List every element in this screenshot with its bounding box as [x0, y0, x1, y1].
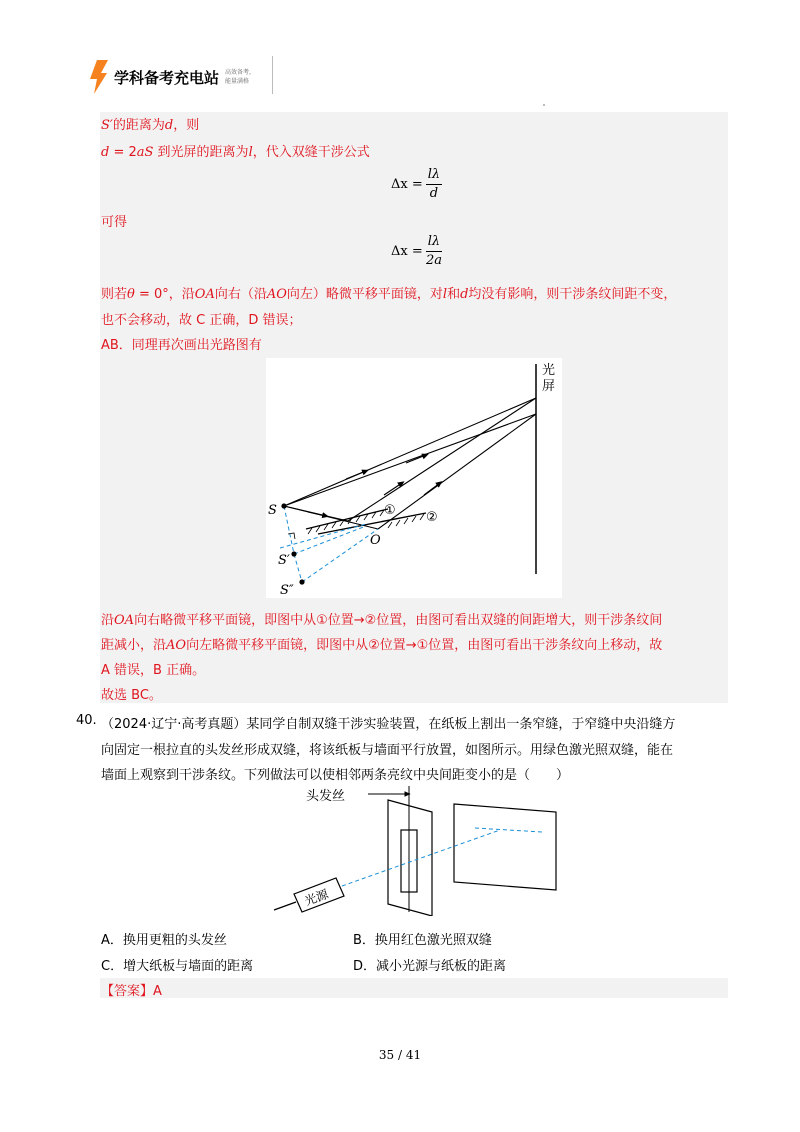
brand-title: 学科备考充电站	[114, 68, 220, 87]
point-S-double-prime	[299, 579, 304, 584]
double-slit-setup-diagram	[270, 784, 570, 916]
label-S-prime: S′	[278, 553, 290, 568]
option-b: B．换用红色激光照双缝	[353, 933, 492, 948]
solution-line-2: d = 2aS 到光屏的距离为l，代入双缝干涉公式	[101, 145, 370, 160]
solution-line-4: 则若θ = 0°，沿OA向右（沿AO向左）略微平移平面镜，对l和d均没有影响，则干涉条纹间距不变，	[101, 287, 677, 302]
question-line-3: 墙面上观察到干涉条纹。下列做法可以使相邻两条亮纹中央间距变小的是（ ）	[101, 768, 570, 783]
label-S-double-prime: S″	[280, 583, 294, 598]
light-source-label: 光源	[302, 886, 331, 909]
question-line-2: 向固定一根拉直的头发丝形成双缝，将该纸板与墙面平行放置，如图所示。用绿色激光照双缝，能在	[101, 743, 674, 758]
solution-line-8: 距减小，沿AO向左略微平移平面镜，即图中从②位置→①位置，由图可看出干涉条纹向上移动，故	[101, 638, 663, 653]
header-divider	[272, 56, 273, 94]
label-S: S	[268, 503, 277, 518]
option-a: A．换用更粗的头发丝	[101, 933, 227, 948]
lightning-bolt-icon	[88, 60, 110, 94]
label-position-1: ①	[384, 503, 396, 518]
option-c: C．增大纸板与墙面的距离	[101, 959, 254, 974]
solution-line-5: 也不会移动，故 C 正确，D 错误；	[101, 313, 302, 328]
formula-1: Δx = $\frac{l\lambda}{d}$	[391, 167, 441, 201]
solution-line-7: 沿OA向右略微平移平面镜，即图中从①位置→②位置，由图可看出双缝的间距增大，则干涉条纹间	[101, 613, 663, 628]
label-O: O	[370, 533, 381, 548]
brand-logo	[88, 60, 261, 94]
solution-line-10: 故选 BC。	[101, 688, 162, 703]
option-d: D．减小光源与纸板的距离	[353, 959, 507, 974]
question-number: 40.	[76, 713, 97, 728]
solution-line-3: 可得	[101, 215, 128, 230]
label-position-2: ②	[426, 510, 438, 525]
question-line-1: （2024·辽宁·高考真题）某同学自制双缝干涉实验装置，在纸板上割出一条窄缝，于窄缝中央沿缝方	[101, 717, 676, 732]
page-number: 35 / 41	[378, 1048, 422, 1062]
point-S	[281, 503, 286, 508]
answer-line: 【答案】A	[101, 984, 162, 999]
hair-label: 头发丝	[306, 789, 346, 804]
solution-line-9: A 错误，B 正确。	[101, 663, 206, 678]
point-S-prime	[291, 551, 296, 556]
brand-slogan: 高效备考， 能量满格	[225, 69, 256, 85]
formula-2: Δx = $\frac{l\lambda}{2a}$	[391, 234, 442, 268]
wall	[454, 804, 556, 890]
light-path-diagram	[266, 358, 562, 598]
screen-label-2: 屏	[542, 379, 556, 394]
header-dot	[543, 104, 545, 106]
solution-line-6: AB．同理再次画出光路图有	[101, 338, 262, 353]
answer-block	[100, 978, 728, 998]
screen-label-1: 光	[542, 363, 556, 378]
solution-line-1: S′的距离为d，则	[101, 118, 200, 133]
